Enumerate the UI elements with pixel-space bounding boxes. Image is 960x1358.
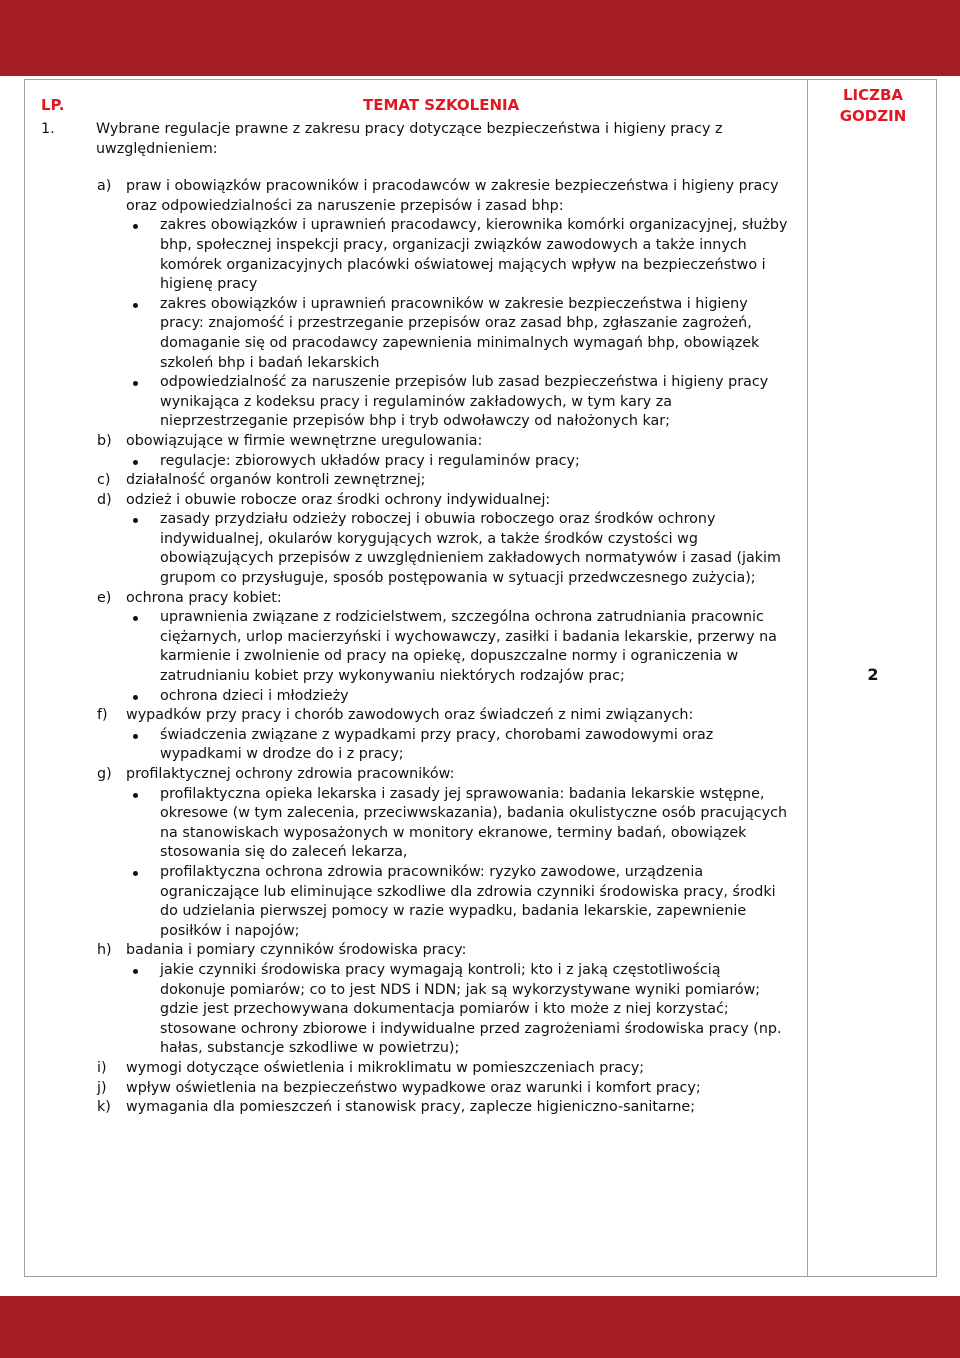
topic-item-text: badania i pomiary czynników środowiska pracy: [126, 942, 467, 959]
subtopic-bullet [25, 510, 807, 588]
topic-item-text: odzież i obuwie robocze oraz środki ochrony indywidualnej: [126, 491, 551, 508]
subtopic-bullet [25, 295, 807, 373]
subtopic-text: profilaktyczna ochrona zdrowia pracowników: ryzyko zawodowe, urządzenia ograniczające lub eliminujące szkodliwe dla zdrowia czynniki środowiska pracy, środki do udzielania pierwszej pomocy w razie wypadku, badania lekarskie, zapewnienie posiłków i napojów; [160, 863, 776, 939]
bullet-dot-icon [25, 608, 160, 686]
subtopic-text: profilaktyczna opieka lekarska i zasady jej sprawowania: badania lekarskie wstępne, okresowe (w tym zalecenia, przeciwwskazania), badania okulistyczne osób pracujących na stanowiskach wyposażonych w monitory ekranowe, terminy badań, obowiązek stosowania się do zaleceń lekarza, [160, 785, 788, 861]
topic-item-text: wpływ oświetlenia na bezpieczeństwo wypadkowe oraz warunki i komfort pracy; [126, 1079, 701, 1096]
subtopic-bullet [25, 785, 807, 863]
subtopic-bullet [25, 452, 807, 472]
subtopic-bullet [25, 726, 807, 765]
bullet-dot-icon [25, 452, 160, 472]
topic-item-letter: g) [97, 766, 112, 782]
subtopic-text: ochrona dzieci i młodzieży [160, 687, 349, 704]
subtopic-text: zakres obowiązków i uprawnień pracowników w zakresie bezpieczeństwa i higieny pracy: znajomość i przestrzeganie przepisów oraz zasad bhp, zgłaszanie zagrożeń, domaganie się od pracodawcy zapewnienia minimalnych wymagań bhp, obowiązek szkoleń bhp i badań lekarskich [160, 295, 760, 371]
subtopic-text: zasady przydziału odzieży roboczej i obuwia roboczego oraz środków ochrony indywidualnej, okularów korygujących wzrok, a także środków czystości wg obowiązujących przepisów z uwzględnieniem zakładowych normatywów i zasad (jakim grupom co przysługuje, sposób postępowania w sytuacji przedwczesnego zużycia); [160, 511, 781, 587]
topic-item-text: obowiązujące w firmie wewnętrzne uregulowania: [126, 432, 483, 449]
subtopic-bullet [25, 216, 807, 294]
section-hours: 2 [867, 665, 879, 684]
topic-item [25, 941, 807, 961]
topic-item-text: wypadków przy pracy i chorób zawodowych oraz świadczeń z nimi związanych: [126, 707, 694, 724]
bullet-dot-icon [25, 726, 160, 765]
topic-item [25, 1059, 807, 1079]
bullet-dot-icon [25, 510, 160, 588]
topic-item-text: ochrona pracy kobiet: [126, 589, 282, 606]
topic-item [25, 589, 807, 609]
topic-item-letter: h) [97, 942, 112, 959]
header-hours-line1: LICZBA [842, 86, 904, 104]
topic-item [25, 491, 807, 511]
subtopic-text: zakres obowiązków i uprawnień pracodawcy, kierownika komórki organizacyjnej, służby bhp, społecznej inspekcji pracy, organizacji związków zawodowych a także innych komórek organizacyjnych placówki oświatowej mających wpływ na bezpieczeństwo i higienę pracy [160, 217, 788, 293]
subtopic-text: jakie czynniki środowiska pracy wymagają kontroli; kto i z jaką częstotliwością dokonuje pomiarów; co to jest NDS i NDN; jak są wykorzystywane wyniki pomiarów; gdzie jest przechowywana dokumentacja pomiarów i kto może z niej korzystać; stosowane ochrony zbiorowe i indywidualne przed zagrożeniami środowiska pracy (np. hałas, substancje szkodliwe w powietrzu); [160, 961, 782, 1057]
subtopic-text: regulacje: zbiorowych układów pracy i regulaminów pracy; [160, 452, 580, 469]
bullet-dot-icon [25, 687, 160, 707]
topic-item-text: wymagania dla pomieszczeń i stanowisk pracy, zaplecze higieniczno-sanitarne; [126, 1099, 696, 1116]
topic-item-text: działalność organów kontroli zewnętrznej; [126, 472, 426, 489]
subtopic-text: uprawnienia związane z rodzicielstwem, szczególna ochrona zatrudniania pracownic ciężarnych, urlop macierzyński i wychowawczy, zasiłki i badania lekarskie, przerwy na karmienie i zwolnienie od pracy na opiekę, dopuszczalne normy i ograniczenia w zatrudnianiu kobiet przy wykonywaniu niektórych rodzajów prac; [160, 609, 777, 685]
bullet-dot-icon [25, 373, 160, 432]
subtopic-bullet [25, 863, 807, 941]
topic-item-letter: k) [97, 1099, 111, 1116]
subtopic-bullet [25, 608, 807, 686]
topic-item-text: profilaktycznej ochrony zdrowia pracowników: [126, 766, 455, 782]
topic-item [25, 432, 807, 452]
topic-item [25, 706, 807, 726]
topic-item [25, 765, 807, 785]
topic-item-letter: a) [97, 178, 112, 195]
subtopic-text: odpowiedzialność za naruszenie przepisów lub zasad bezpieczeństwa i higieny pracy wynikająca z kodeksu pracy i regulaminów zakładowych, w tym kary za nieprzestrzeganie przepisów bhp i tryb odwoławczy od nałożonych kar; [160, 374, 769, 430]
bottom-color-band [0, 1296, 960, 1358]
bullet-dot-icon [25, 863, 160, 941]
topic-list [25, 177, 807, 1118]
header-topic: TEMAT SZKOLENIA [363, 96, 520, 114]
topic-item [25, 1079, 807, 1099]
subtopic-bullet [25, 373, 807, 432]
bullet-dot-icon [25, 785, 160, 863]
bullet-dot-icon [25, 295, 160, 373]
section-title: Wybrane regulacje prawne z zakresu pracy dotyczące bezpieczeństwa i higieny pracy z uwzględnieniem: [96, 121, 723, 157]
subtopic-bullet [25, 961, 807, 1059]
subtopic-text: świadczenia związane z wypadkami przy pracy, chorobami zawodowymi oraz wypadkami w drodze do i z pracy; [160, 726, 714, 763]
topic-item-letter: j) [97, 1079, 107, 1096]
section-content [25, 120, 807, 1118]
header-hours-line2: GODZIN [839, 107, 907, 125]
topic-item-letter: d) [97, 491, 112, 508]
section-heading [25, 120, 807, 159]
training-table [24, 79, 937, 1277]
topic-item [25, 1098, 807, 1118]
topic-item-letter: e) [97, 589, 112, 606]
header-lp: LP. [41, 96, 65, 114]
topic-item [25, 471, 807, 491]
topic-item-letter: c) [97, 472, 111, 489]
topic-item-text: praw i obowiązków pracowników i pracodawców w zakresie bezpieczeństwa i higieny pracy oraz odpowiedzialności za naruszenie przepisów i zasad bhp: [126, 178, 779, 214]
topic-item-letter: i) [97, 1059, 107, 1076]
topic-item-letter: b) [97, 432, 112, 449]
topic-item [25, 177, 807, 216]
bullet-dot-icon [25, 961, 160, 1059]
top-color-band [0, 0, 960, 76]
topic-item-text: wymogi dotyczące oświetlenia i mikroklimatu w pomieszczeniach pracy; [126, 1059, 645, 1076]
subtopic-bullet [25, 687, 807, 707]
bullet-dot-icon [25, 216, 160, 294]
header-hours-count [808, 85, 938, 127]
section-number: 1. [41, 121, 55, 137]
topic-item-letter: f) [97, 707, 108, 724]
